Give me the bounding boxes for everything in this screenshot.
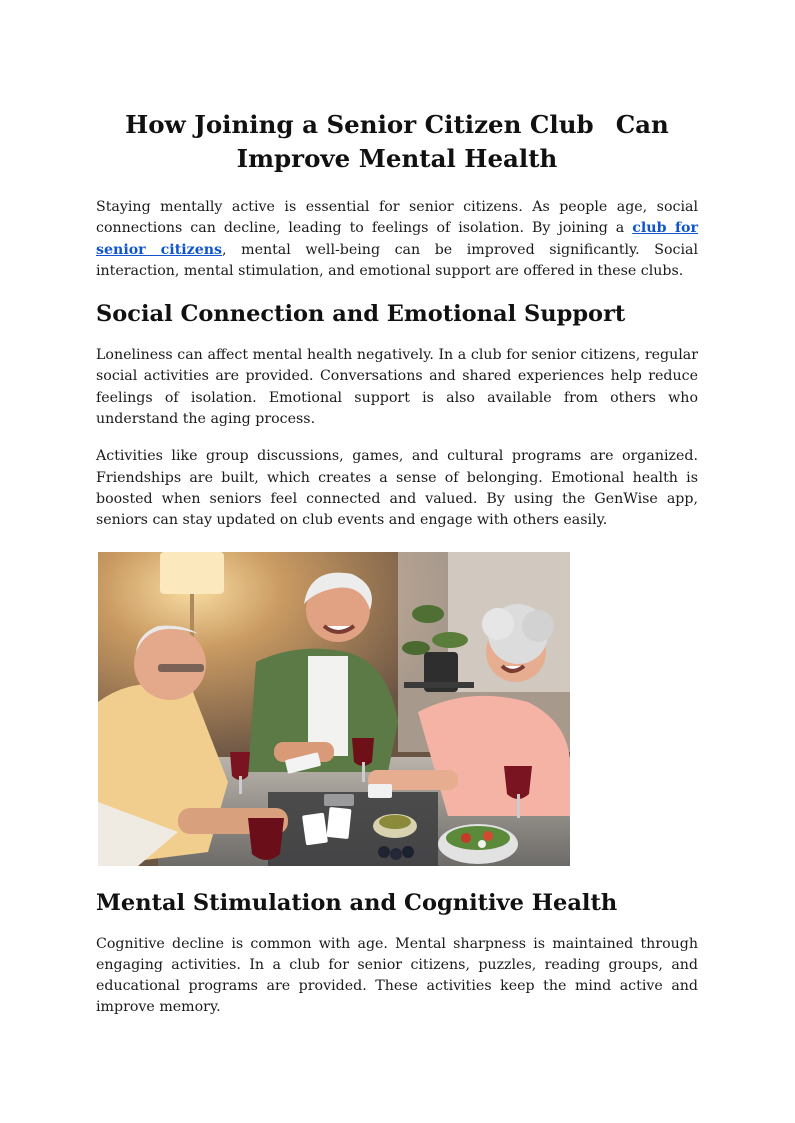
document-page [96,108,698,1019]
page-title [96,108,698,176]
intro-text-after-link: , mental well-being can be improved significantly. Social interaction, mental stimulation, and emotional support are offered in these clubs. [96,241,699,279]
intro-text-before-link: Staying mentally active is essential for senior citizens. As people age, social connections can decline, leading to feelings of isolation. By joining a [96,199,698,237]
paragraph-loneliness: Loneliness can affect mental health negatively. In a club for senior citizens, regular social activities are provided. Conversations and shared experiences help reduce feelings of isolation. Emotional support is also available from others who understand the aging process. [96,347,698,428]
title-part-1: How Joining a Senior Citizen Club [125,110,594,139]
club-for-senior-citizens-link[interactable]: club for senior citizens [96,220,698,258]
paragraph-activities: Activities like group discussions, games, and cultural programs are organized. Friendships are built, which creates a sense of belonging. Emotional health is boosted when seniors feel connected and valued. By using the GenWise app, seniors can stay updated on club events and engage with others easily. [96,448,698,529]
title-part-2: Can Improve Mental Health [236,110,669,173]
section-heading-social-connection: Social Connection and Emotional Support [96,301,626,328]
section-heading-mental-stimulation: Mental Stimulation and Cognitive Health [96,889,618,916]
paragraph-cognitive-decline: Cognitive decline is common with age. Mental sharpness is maintained through engaging activities. In a club for senior citizens, puzzles, reading groups, and educational programs are provided. These activities keep the mind active and improve memory. [96,935,698,1016]
intro-paragraph [96,197,698,282]
seniors-playing-cards-photo [98,552,570,866]
